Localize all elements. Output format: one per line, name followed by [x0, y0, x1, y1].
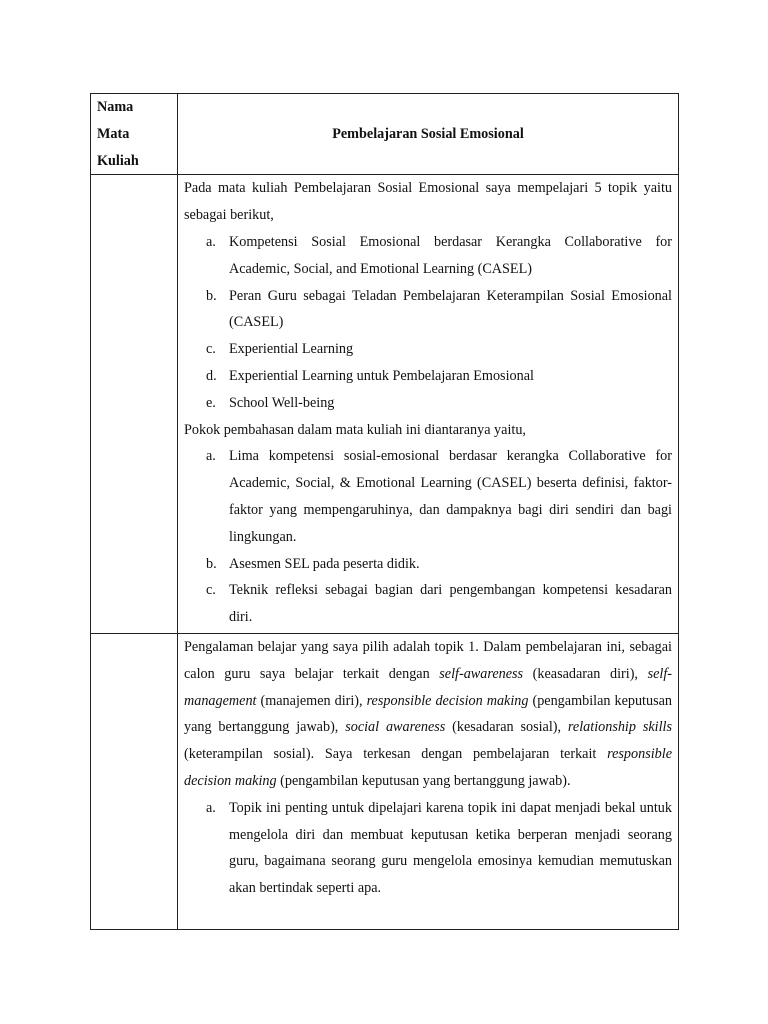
list-marker: a. [206, 799, 216, 816]
list-marker: c. [206, 582, 216, 599]
text-run: (keterampilan sosial). Saya terkesan dengan pembelajaran terkait [184, 746, 608, 763]
list-item-text: Topik ini penting untuk dipelajari karena topik ini dapat menjadi bekal untuk mengelola diri dan membuat keputusan ketika berperan menjadi seorang guru, bagaimana seorang guru mengelola emosinya kemudian memutuskan akan bertindak seperti apa. [229, 799, 672, 897]
italic-term: responsible decision making [184, 746, 672, 789]
label-line: Nama [97, 99, 134, 115]
text-run: (pengambilan keputusan yang bertanggung jawab), [184, 692, 672, 736]
empty-left-cell [91, 633, 178, 929]
text-run: (pengambilan keputusan yang bertanggung jawab). [276, 772, 571, 789]
list-item-text: Kompetensi Sosial Emosional berdasar Kerangka Collaborative for Academic, Social, and Emotional Learning (CASEL) [229, 233, 672, 277]
experience-cell [178, 633, 679, 929]
list-item [206, 795, 672, 902]
empty-left-cell [91, 175, 178, 634]
italic-term: self-awareness [439, 665, 524, 682]
experience-list [184, 795, 672, 902]
list-item-text: Experiential Learning untuk Pembelajaran Emosional [229, 367, 534, 384]
label-line: Kuliah [97, 152, 139, 169]
list-marker: b. [206, 287, 217, 304]
text-run: (manajemen diri), [256, 692, 367, 709]
list-item [206, 283, 672, 337]
topics-cell [178, 175, 679, 634]
italic-term: responsible decision making [366, 692, 529, 709]
list-item-text: Experiential Learning [229, 341, 354, 358]
course-title: Pembelajaran Sosial Emosional [178, 94, 679, 175]
experience-paragraph [184, 634, 672, 795]
list-item [206, 551, 672, 578]
text-run: (keasadaran diri), [523, 665, 648, 682]
list-item [206, 443, 672, 550]
list-marker: e. [206, 394, 216, 411]
text-run: (kesadaran sosial), [445, 719, 568, 736]
list-marker: c. [206, 341, 216, 358]
list-item-text: Asesmen SEL pada peserta didik. [229, 555, 420, 572]
label-line: Mata [97, 125, 130, 142]
italic-term: self-management [184, 665, 672, 709]
course-name-label [91, 94, 178, 175]
italic-term: relationship skills [567, 719, 672, 736]
italic-term: social awareness [345, 719, 446, 736]
list-item-text: School Well-being [229, 394, 335, 411]
topics-row [91, 175, 679, 634]
topics-list [184, 229, 672, 417]
list-item [206, 577, 672, 631]
list-marker: a. [206, 448, 216, 465]
experience-row [91, 633, 679, 929]
list-item [206, 336, 672, 363]
discussion-subheading: Pokok pembahasan dalam mata kuliah ini diantaranya yaitu, [184, 421, 526, 438]
list-item [206, 229, 672, 283]
list-item-text: Lima kompetensi sosial-emosional berdasar kerangka Collaborative for Academic, Social, & Emotional Learning (CASEL) beserta definisi, faktor-faktor yang mempengaruhinya, dan dampaknya bagi diri sendiri dan bagi lingkungan. [229, 448, 672, 545]
list-marker: b. [206, 555, 217, 572]
list-item [206, 390, 672, 417]
discussion-list [184, 443, 672, 631]
text-run: Pengalaman belajar yang saya pilih adalah topik 1. Dalam pembelajaran ini, sebagai calon guru saya belajar terkait dengan [184, 638, 672, 682]
list-marker: a. [206, 233, 216, 250]
list-item-text: Peran Guru sebagai Teladan Pembelajaran Keterampilan Sosial Emosional (CASEL) [229, 287, 672, 331]
header-row [91, 94, 679, 175]
topics-intro: Pada mata kuliah Pembelajaran Sosial Emosional saya mempelajari 5 topik yaitu sebagai berikut, [184, 180, 672, 224]
list-item [206, 363, 672, 390]
document-table [90, 93, 679, 930]
list-marker: d. [206, 367, 217, 384]
list-item-text: Teknik refleksi sebagai bagian dari pengembangan kompetensi kesadaran diri. [229, 582, 672, 626]
